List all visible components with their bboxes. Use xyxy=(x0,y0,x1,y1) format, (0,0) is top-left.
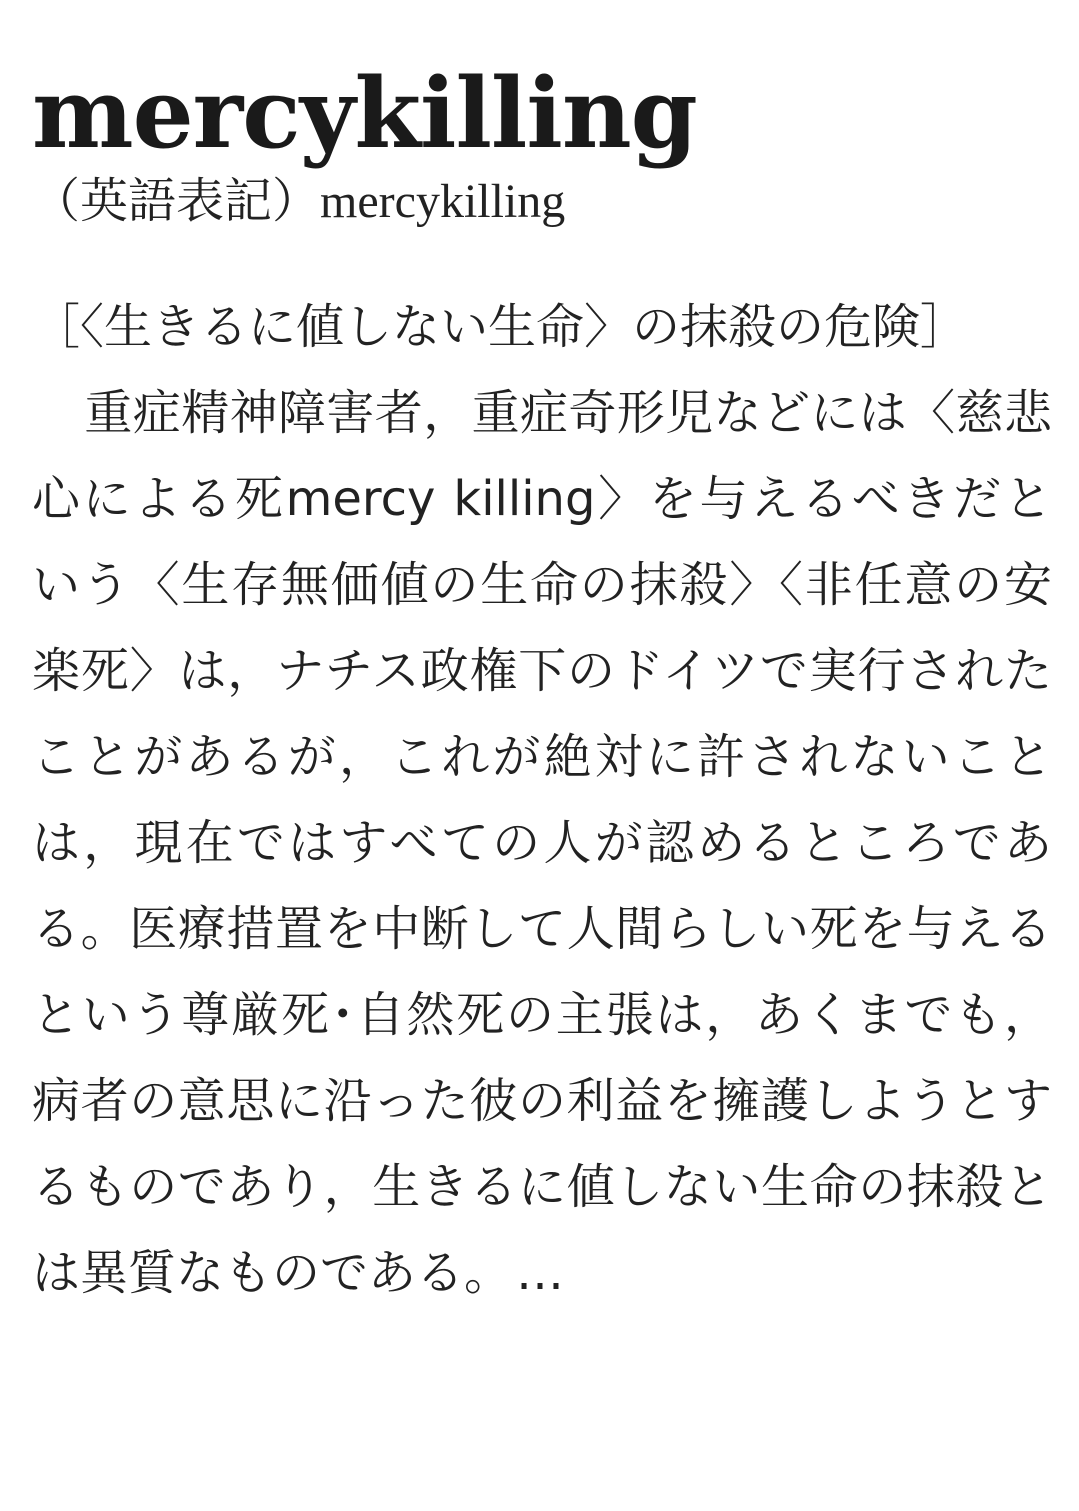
entry-body xyxy=(32,370,1052,1316)
dictionary-entry xyxy=(32,57,1052,1316)
headword: mercykilling xyxy=(32,57,697,170)
more-ellipsis[interactable]: … xyxy=(516,1245,565,1301)
english-label: （英語表記） xyxy=(32,175,321,228)
section-heading: ［〈生きるに値しない生命〉の抹殺の危険］ xyxy=(32,299,969,355)
body-text: 重症精神障害者，重症奇形児などには〈慈悲心による死mercy killing〉を与えるべきだという〈生存無価値の生命の抹殺〉〈非任意の安楽死〉は，ナチス政権下のドイツで実行されたことがあるが，これが絶対に許されないことは，現在ではすべての人が認めるところである。医療措置を中断して人間らしい死を与えるという尊厳死･自然死の主張は，あくまでも，病者の意思に沿った彼の利益を擁護しようとするものであり，生きるに値しない生命の抹殺とは異質なものである。 xyxy=(32,385,1052,1301)
english-notation xyxy=(32,174,1052,230)
english-term: mercykilling xyxy=(320,175,566,228)
